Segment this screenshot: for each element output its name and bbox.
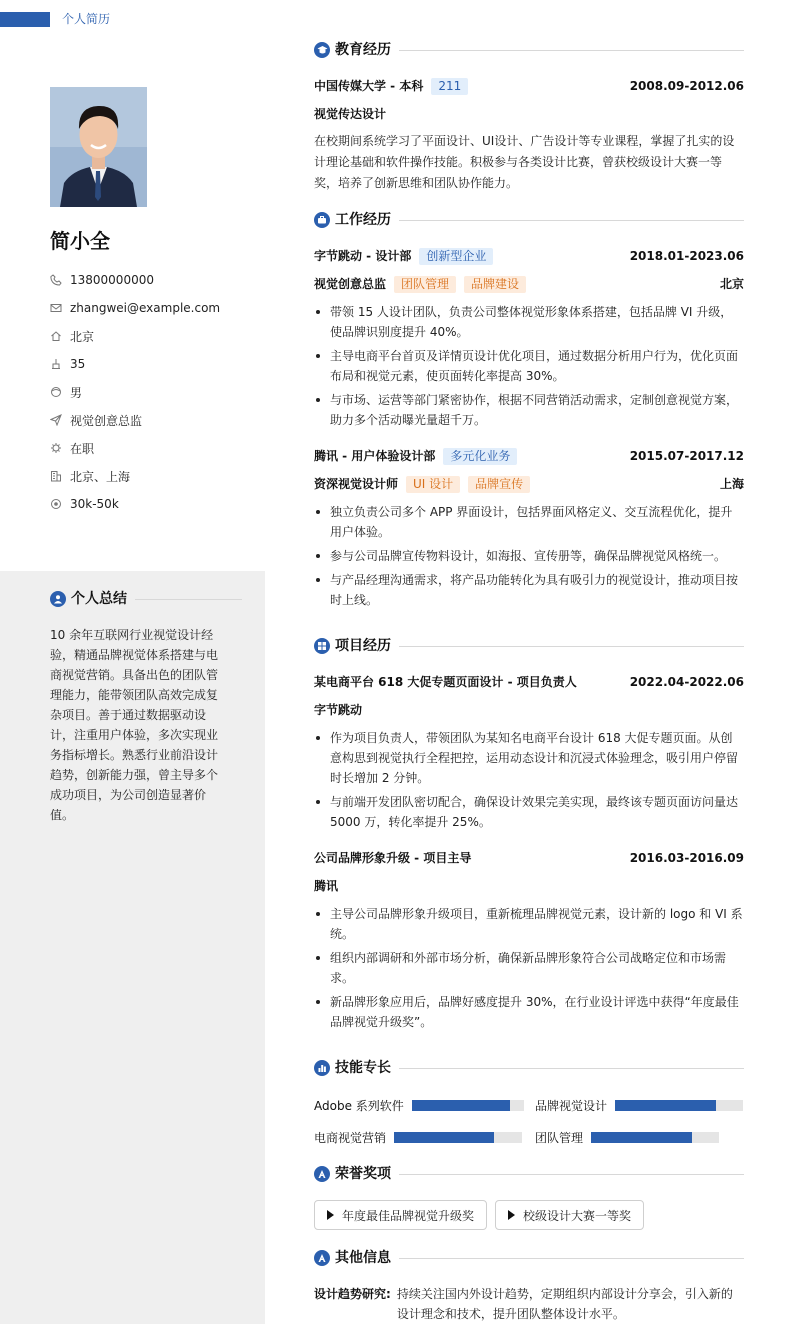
info-salary [50,490,220,518]
education-section-header [314,40,744,60]
skill-bar [615,1100,743,1111]
education-row [314,77,744,95]
job-1-tag: 团队管理 [394,276,456,293]
awards-section-header [314,1164,744,1184]
skills-section-header [314,1058,744,1078]
job-1-header [314,247,744,265]
list-item: 新品牌形象应用后，品牌好感度提升 30%，在行业设计评选中获得“年度最佳品牌视觉升级奖”。 [314,992,744,1032]
job-2-role-row [314,475,744,493]
project-2-bullets [314,904,744,1036]
education-major: 视觉传达设计 [314,107,387,121]
project-1-header [314,673,744,691]
projects-title: 项目经历 [335,638,391,654]
work-title: 工作经历 [335,212,391,228]
status-icon [50,442,62,454]
info-phone [50,266,220,294]
list-item: 作为项目负责人，带领团队为某知名电商平台设计 618 大促专题页面。从创意构思到视觉执行全程把控，运用动态设计和沉浸式体验理念，吸引用户停留时长增加 2 分钟。 [314,728,744,788]
skill-bar [412,1100,524,1111]
phone-icon [50,274,62,286]
job-2-tag: 品牌宣传 [468,476,530,493]
list-item: 与市场、运营等部门紧密协作，根据不同营销活动需求，定制创意视觉方案，助力多个活动曝光量超千万。 [314,390,744,430]
project-2-name: 公司品牌形象升级 - 项目主导 [314,851,472,865]
skill-name: 团队管理 [535,1131,584,1145]
other-section-header [314,1248,744,1268]
project-2-header [314,849,744,867]
info-age [50,350,220,378]
divider [399,1258,744,1259]
project-2-date: 2016.03-2016.09 [629,851,744,865]
skill-bar-fill [394,1132,494,1143]
info-city-text: 北京、上海 [70,469,131,484]
other-text: 持续关注国内外设计趋势，定期组织内部设计分享会，引入新的设计理念和技术，提升团队整体设计水平。 [396,1287,733,1321]
send-icon [50,414,62,426]
project-1-org-row [314,701,744,719]
job-2-role: 资深视觉设计师 [314,477,399,491]
skill-name: 品牌视觉设计 [535,1099,608,1113]
skill-bar-fill [412,1100,511,1111]
info-status-text: 在职 [70,441,95,456]
play-icon [508,1210,515,1220]
divider [399,1174,744,1175]
award-icon [314,1166,330,1182]
home-icon [50,330,62,342]
summary-text: 10 余年互联网行业视觉设计经验，精通品牌视觉体系搭建与电商视觉营销。具备出色的团队管理能力，能带领团队高效完成复杂项目。善于通过数据驱动设计，注重用户体验，多次实现业务指标增长。熟悉行业前沿设计趋势，创新能力强，曾主导多个成功项目，为公司创造显著价值。 [50,628,219,822]
salary-icon [50,498,62,510]
skill-bar [394,1132,522,1143]
info-position-text: 视觉创意总监 [70,413,143,428]
info-email [50,294,220,322]
briefcase-icon [314,212,330,228]
job-1-company: 字节跳动 - 设计部 [314,249,412,263]
job-2-bullets [314,502,744,614]
education-major-row [314,105,744,123]
education-badge: 211 [431,78,468,95]
contact-info-list [50,266,220,518]
summary-title: 个人总结 [71,591,127,607]
skill-name: Adobe 系列软件 [314,1099,404,1113]
info-email-text: zhangwei@example.com [70,301,221,315]
skill-bar-fill [615,1100,716,1111]
info-gender [50,378,220,406]
job-1-tag: 品牌建设 [464,276,526,293]
job-1-bullets [314,302,744,434]
job-1-company-badge: 创新型企业 [419,248,493,265]
job-1-city: 北京 [719,277,744,291]
job-1-role-row [314,275,744,293]
divider [399,1068,744,1069]
info-city [50,462,220,490]
job-2-company: 腾讯 - 用户体验设计部 [314,449,436,463]
award-label: 校级设计大赛一等奖 [523,1208,632,1223]
job-1-date: 2018.01-2023.06 [629,249,744,263]
info-status [50,434,220,462]
info-location [50,322,220,350]
job-2-header [314,447,744,465]
divider [399,220,744,221]
skill-bar [591,1132,719,1143]
skill-item [314,1097,524,1114]
job-2-tag: UI 设计 [406,476,460,493]
summary-section-header [50,589,242,609]
mail-icon [50,302,62,314]
skill-name: 电商视觉营销 [314,1131,387,1145]
list-item: 独立负责公司多个 APP 界面设计，包括界面风格定义、交互流程优化，提升用户体验。 [314,502,744,542]
project-2-org-row [314,877,744,895]
skills-title: 技能专长 [335,1060,391,1076]
divider [399,646,744,647]
project-1-name: 某电商平台 618 大促专题页面设计 - 项目负责人 [314,675,577,689]
skill-item [314,1129,522,1146]
divider [135,599,242,600]
profile-photo [50,87,147,207]
other-info-row [314,1284,744,1324]
award-item [314,1200,487,1230]
job-2-date: 2015.07-2017.12 [629,449,744,463]
list-item: 主导电商平台首页及详情页设计优化项目，通过数据分析用户行为，优化页面布局和视觉元素，使页面转化率提高 30%。 [314,346,744,386]
info-gender-text: 男 [70,385,83,400]
job-2-company-badge: 多元化业务 [443,448,517,465]
header-accent-bar [0,12,50,27]
info-location-text: 北京 [70,329,95,344]
education-title: 教育经历 [335,42,391,58]
info-icon [314,1250,330,1266]
project-1-org: 字节跳动 [314,703,363,717]
graduation-cap-icon [314,42,330,58]
info-position [50,406,220,434]
play-icon [327,1210,334,1220]
award-item [495,1200,644,1230]
divider [399,50,744,51]
job-2-city: 上海 [719,477,744,491]
info-phone-text: 13800000000 [70,273,154,287]
profile-name: 简小全 [50,229,110,253]
work-section-header [314,210,744,230]
list-item: 与产品经理沟通需求，将产品功能转化为具有吸引力的视觉设计，推动项目按时上线。 [314,570,744,610]
other-label: 设计趋势研究: [314,1287,391,1301]
other-title: 其他信息 [335,1250,391,1266]
info-age-text: 35 [70,357,86,371]
list-item: 组织内部调研和外部市场分析，确保新品牌形象符合公司战略定位和市场需求。 [314,948,744,988]
skill-item [535,1097,743,1114]
education-date: 2008.09-2012.06 [629,79,744,93]
grid-icon [314,638,330,654]
award-label: 年度最佳品牌视觉升级奖 [342,1208,475,1223]
user-icon [50,591,66,607]
skill-item [535,1129,719,1146]
job-1-role: 视觉创意总监 [314,277,387,291]
education-school: 中国传媒大学 - 本科 [314,79,424,93]
info-salary-text: 30k-50k [70,497,119,511]
list-item: 带领 15 人设计团队，负责公司整体视觉形象体系搭建，包括品牌 VI 升级，使品牌识别度提升 40%。 [314,302,744,342]
gender-icon [50,386,62,398]
list-item: 参与公司品牌宣传物料设计，如海报、宣传册等，确保品牌视觉风格统一。 [314,546,744,566]
list-item: 与前端开发团队密切配合，确保设计效果完美实现，最终该专题页面访问量达 5000 万，转化率提升 25%。 [314,792,744,832]
project-1-date: 2022.04-2022.06 [629,675,744,689]
list-item: 主导公司品牌形象升级项目，重新梳理品牌视觉元素，设计新的 logo 和 VI 系统。 [314,904,744,944]
resume-tag: 个人简历 [62,12,111,26]
project-2-org: 腾讯 [314,879,339,893]
skill-bar-fill [591,1132,692,1143]
age-icon [50,358,62,370]
building-icon [50,470,62,482]
bar-chart-icon [314,1060,330,1076]
project-1-bullets [314,728,744,836]
projects-section-header [314,636,744,656]
education-desc: 在校期间系统学习了平面设计、UI设计、广告设计等专业课程，掌握了扎实的设计理论基础和软件操作技能。积极参与各类设计比赛，曾获校级设计大赛一等奖，培养了创新思维和团队协作能力。 [314,134,735,190]
awards-title: 荣誉奖项 [335,1166,391,1182]
